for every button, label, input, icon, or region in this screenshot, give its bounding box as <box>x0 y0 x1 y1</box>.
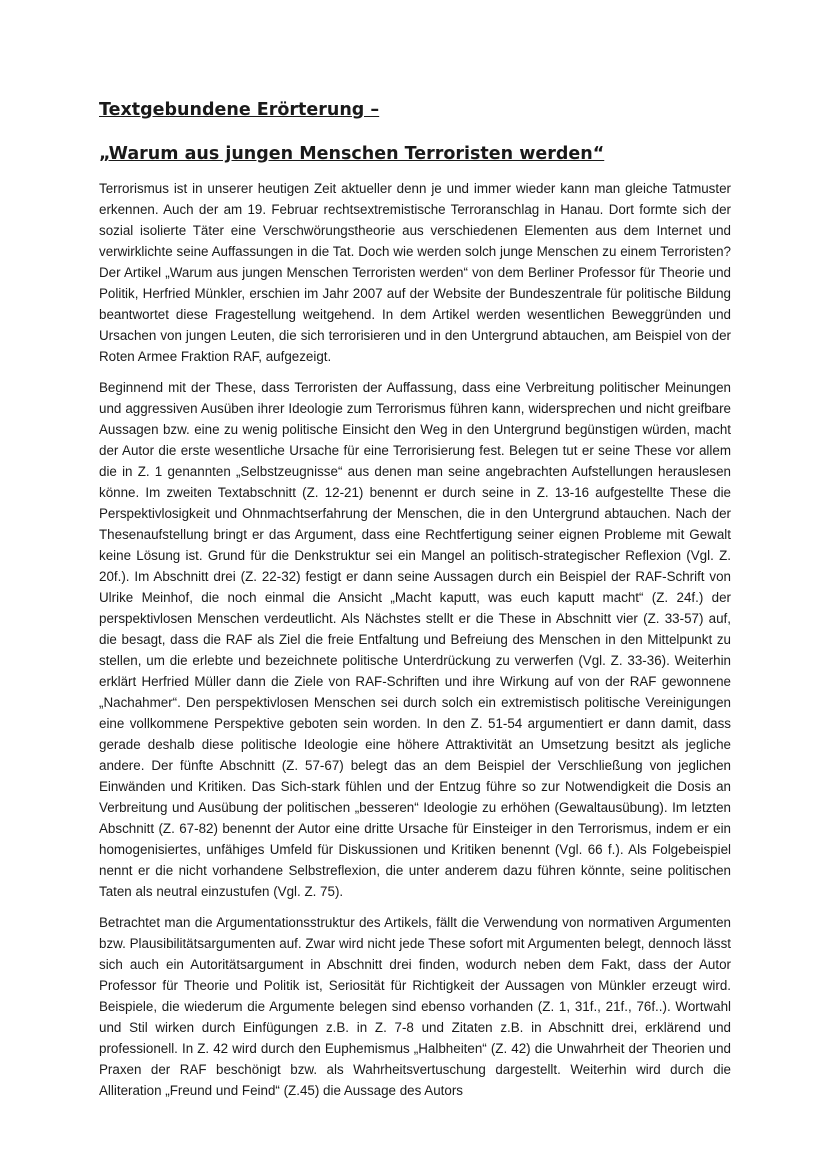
document-page <box>99 98 731 1111</box>
paragraph-argumentation: Betrachtet man die Argumentationsstruktur des Artikels, fällt die Verwendung von normativen Argumenten bzw. Plausibilitätsargumenten auf. Zwar wird nicht jede These sofort mit Argumenten belegt, dennoch lässt sich auch ein Autoritätsargument in Abschnitt drei finden, wodurch neben dem Fakt, dass der Autor Professor für Theorie und Politik ist, Seriosität für Richtigkeit der Aussagen von Münkler erzeugt wird. Beispiele, die wiederum die Argumente belegen sind ebenso vorhanden (Z. 1, 31f., 21f., 76f..). Wortwahl und Stil wirken durch Einfügungen z.B. in Z. 7-8 und Zitaten z.B. in Abschnitt drei, erklärend und professionell. In Z. 42 wird durch den Euphemismus „Halbheiten“ (Z. 42) die Unwahrheit der Theorien und Praxen der RAF beschönigt bzw. als Wahrheitsvertuschung dargestellt. Weiterhin wird durch die Alliteration „Freund und Feind“ (Z.45) die Aussage des Autors <box>99 915 731 1098</box>
document-title-line-1: Textgebundene Erörterung – <box>99 100 380 120</box>
document-title-line-2: „Warum aus jungen Menschen Terroristen werden“ <box>99 144 605 164</box>
paragraph-analysis: Beginnend mit der These, dass Terroristen der Auffassung, dass eine Verbreitung politischer Meinungen und aggressiven Ausüben ihrer Ideologie zum Terrorismus führen kann, widersprechen und nicht greifbare Aussagen bzw. eine zu wenig politische Einsicht den Weg in den Untergrund begünstigen würden, macht der Autor die erste wesentliche Ursache für eine Terrorisierung fest. Belegen tut er seine These vor allem die in Z. 1 genannten „Selbstzeugnisse“ aus denen man seine angebrachten Aufstellungen herauslesen könne. Im zweiten Textabschnitt (Z. 12-21) benennt er durch seine in Z. 13-16 aufgestellte These die Perspektivlosigkeit und Ohnmachtserfahrung der Menschen, die in den Untergrund abtauchen. Nach der Thesenaufstellung bringt er das Argument, dass eine Rechtfertigung seiner eignen Probleme mit Gewalt keine Lösung ist. Grund für die Denkstruktur sei ein Mangel an politisch-strategischer Reflexion (Vgl. Z. 20f.). Im Abschnitt drei (Z. 22-32) festigt er dann seine Aussagen durch ein Beispiel der RAF-Schrift von Ulrike Meinhof, die noch einmal die Ansicht „Macht kaputt, was euch kaputt macht“ (Z. 24f.) der perspektivlosen Menschen verdeutlicht. Als Nächstes stellt er die These in Abschnitt vier (Z. 33-57) auf, die besagt, dass die RAF als Ziel die freie Entfaltung und Befreiung des Menschen in den Mittelpunkt zu stellen, um die erlebte und bezeichnete politische Unterdrückung zu verwerfen (Vgl. Z. 33-36). Weiterhin erklärt Herfried Müller dann die Ziele von RAF-Schriften und ihre Wirkung auf von der RAF gewonnene „Nachahmer“. Den perspektivlosen Menschen sei durch solch ein extremistisch politische Vereinigungen eine vollkommene Perspektive geboten sein worden. In den Z. 51-54 argumentiert er dann damit, dass gerade deshalb diese politische Ideologie eine höhere Attraktivität an Umsetzung besitzt als jegliche andere. Der fünfte Abschnitt (Z. 57-67) belegt das an dem Beispiel der Verschließung von jeglichen Einwänden und Kritiken. Das Sich-stark fühlen und der Entzug führe so zur Notwendigkeit die Dosis an Verbreitung und Ausübung der politischen „besseren“ Ideologie zu erhöhen (Gewaltausübung). Im letzten Abschnitt (Z. 67-82) benennt der Autor eine dritte Ursache für Einsteiger in den Terrorismus, indem er ein homogenisiertes, unfähiges Umfeld für Diskussionen und Kritiken benennt (Vgl. 66 f.). Als Folgebeispiel nennt er die nicht vorhandene Selbstreflexion, die unter anderem dazu führen könnte, seine politischen Taten als neutral einzustufen (Vgl. Z. 75). <box>99 380 731 899</box>
paragraph-introduction: Terrorismus ist in unserer heutigen Zeit aktueller denn je und immer wieder kann man gleiche Tatmuster erkennen. Auch der am 19. Februar rechtsextremistische Terroranschlag in Hanau. Dort formte sich der sozial isolierte Täter eine Verschwörungstheorie aus verschiedenen Elementen aus dem Internet und verwirklichte seine Auffassungen in die Tat. Doch wie werden solch junge Menschen zu einem Terroristen? Der Artikel „Warum aus jungen Menschen Terroristen werden“ von dem Berliner Professor für Theorie und Politik, Herfried Münkler, erschien im Jahr 2007 auf der Website der Bundeszentrale für politische Bildung beantwortet diese Fragestellung weitgehend. In dem Artikel werden wesentlichen Beweggründen und Ursachen von jungen Leuten, die sich terrorisieren und in den Untergrund abtauchen, am Beispiel von der Roten Armee Fraktion RAF, aufgezeigt. <box>99 181 731 364</box>
